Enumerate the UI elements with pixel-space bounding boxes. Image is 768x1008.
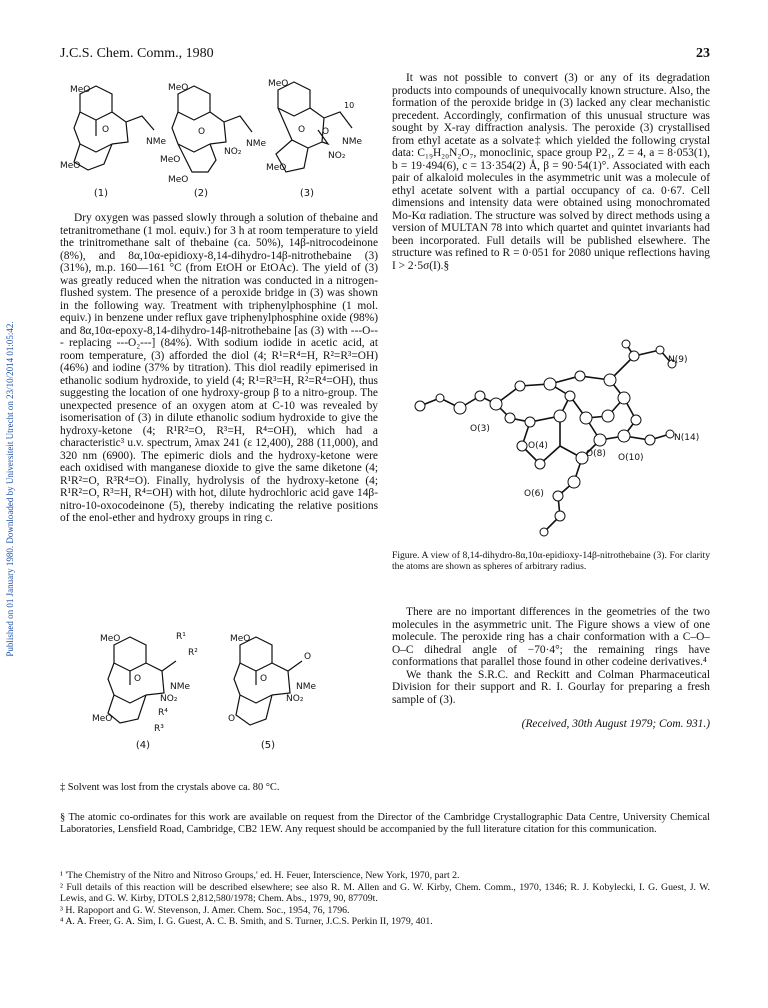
svg-text:MeO: MeO: [168, 83, 189, 93]
svg-text:NMe: NMe: [246, 139, 267, 149]
svg-text:O: O: [198, 127, 206, 137]
right-column-top: [392, 72, 710, 272]
svg-text:R³: R³: [154, 724, 164, 734]
watermark-text: Published on 01 January 1980. Downloaded by Universiteit Utrecht on 23/10/2014 01:05:42.: [5, 321, 15, 657]
structures-top: [60, 72, 370, 202]
svg-text:NMe: NMe: [146, 137, 167, 147]
svg-text:10: 10: [344, 101, 355, 110]
svg-text:R¹: R¹: [176, 632, 186, 642]
svg-text:MeO: MeO: [160, 155, 181, 165]
svg-text:NO₂: NO₂: [160, 694, 178, 704]
reference-1: ¹ 'The Chemistry of the Nitro and Nitroso Groups,' ed. H. Feuer, Interscience, New York, 1970, part 2.: [60, 870, 460, 881]
svg-text:MeO: MeO: [60, 161, 81, 171]
svg-text:O: O: [102, 125, 110, 135]
svg-text:NO₂: NO₂: [286, 694, 304, 704]
page-header: [60, 46, 710, 64]
svg-text:R²: R²: [188, 648, 198, 658]
svg-text:NO₂: NO₂: [224, 147, 242, 157]
atom-label-n14: N(14): [674, 433, 700, 443]
svg-text:R⁴: R⁴: [158, 708, 168, 718]
paragraph-acknowledgements: We thank the S.R.C. and Reckitt and Colman Pharmaceutical Division for their support and R. I. Gourlay for preparing a fresh sample of (3).: [392, 668, 710, 706]
atom-label-o10: O(10): [618, 453, 644, 463]
paragraph-xray: It was not possible to convert (3) or any of its degradation products into compounds of unequivocally known structure. Also, the formation of the peroxide bridge in (3) lacked any clear mechanistic precedent. Accordingly, confirmation of this unusual structure was sought by X-ray diffraction analysis. The peroxide (3) crystallised from ethyl acetate as a solvate‡ which yielded the following crystal data: C₁₉H₂₀N₂O₇, monoclinic, space group P2₁, Z = 4, a = 8·053(1), b = 19·494(6), c = 13·354(2) Å, β = 90·54(1)°. Associated with each pair of alkaloid molecules in the asymmetric unit was a molecule of ethyl acetate solvent with a partial occupancy of ca. 0·67. Cell dimensions and intensity data were obtained using monochromated Mo-Kα radiation. The structure was solved by direct methods using a version of MULTAN 78 into which quartet and quintet invariants had been incorporated. Full details will be published elsewhere. The structure was refined to R = 0·051 for 2080 unique reflections having I > 2·5σ(I).§: [392, 72, 710, 272]
reference-4: ⁴ A. A. Freer, G. A. Sim, I. G. Guest, A. C. B. Smith, and S. Turner, J.C.S. Perkin II, 1979, 401.: [60, 916, 433, 927]
download-watermark: [4, 210, 16, 770]
svg-text:NMe: NMe: [296, 682, 317, 692]
atom-label-o4: O(4): [528, 441, 548, 451]
references: [60, 870, 710, 928]
svg-text:MeO: MeO: [168, 175, 189, 185]
structure-1-label: (1): [93, 188, 109, 199]
svg-text:MeO: MeO: [266, 163, 287, 173]
structure-4-label: (4): [135, 740, 151, 751]
atom-label-o6: O(6): [524, 489, 544, 499]
svg-text:NMe: NMe: [170, 682, 191, 692]
crystal-structure-figure: [410, 336, 710, 546]
footnote-section: § The atomic co-ordinates for this work are available on request from the Director of the Cambridge Crystallographic Data Centre, University Chemical Laboratories, Lensfield Road, Cambridge, CB2 1EW. Any request should be accompanied by the full literature citation for this communication.: [60, 812, 710, 835]
reference-3: ³ H. Rapoport and G. W. Stevenson, J. Amer. Chem. Soc., 1954, 76, 1796.: [60, 904, 350, 916]
svg-text:MeO: MeO: [92, 714, 113, 724]
svg-text:O: O: [304, 652, 312, 662]
footnote-dagger: ‡ Solvent was lost from the crystals above ca. 80 °C.: [60, 782, 280, 793]
structure-3-label: (3): [299, 188, 315, 199]
right-column-bottom: [392, 606, 710, 731]
journal-title: J.C.S. Chem. Comm., 1980: [60, 46, 214, 61]
received-line: (Received, 30th August 1979; Com. 931.): [521, 718, 710, 730]
left-column-body: [60, 212, 378, 525]
svg-text:O: O: [260, 674, 268, 684]
svg-text:MeO: MeO: [230, 634, 251, 644]
reference-2: ² Full details of this reaction will be described elsewhere; see also R. M. Allen and G. W. Kirby, Chem. Comm., 1970, 1346; R. J. Kobylecki, I. G. Guest, J. W. Lewis, and G. W. Kirby, DTOLS 2,812,580/1978; Chem. Abs., 1979, 90, 87709t.: [60, 881, 710, 904]
atom-label-o8: O(8): [586, 449, 606, 459]
svg-text:O: O: [228, 714, 236, 724]
svg-text:MeO: MeO: [100, 634, 121, 644]
svg-text:MeO: MeO: [70, 85, 91, 95]
svg-text:O: O: [322, 127, 330, 137]
atom-label-n9: N(9): [668, 355, 688, 365]
structure-2-label: (2): [193, 188, 209, 199]
page-number: 23: [696, 46, 710, 61]
svg-text:O: O: [134, 674, 142, 684]
atom-label-o3: O(3): [470, 424, 490, 434]
structures-bottom: [90, 625, 340, 755]
svg-text:NO₂: NO₂: [328, 151, 346, 161]
figure-caption-text: Figure. A view of 8,14-dihydro-8α,10α-epidioxy-14β-nitrothebaine (3). For clarity the atoms are shown as spheres of arbitrary radius.: [392, 550, 710, 572]
paragraph-synthesis: Dry oxygen was passed slowly through a solution of thebaine and tetranitromethane (1 mol. equiv.) for 3 h at room temperature to yield the trinitromethane salt of thebaine (ca. 50%), 14β-nitrocodeinone (8%), and 8α,10α-epidioxy-8,14-dihydro-14β-nitrothebaine (3) (31%), m.p. 160—161 °C (from EtOH or EtOAc). The yield of (3) was greatly reduced when the nitration was conducted in a nitrogen-flushed system. The presence of a peroxide bridge in (3) was shown in the following way. Treatment with triphenylphosphine (1 mol. equiv.) in benzene under reflux gave triphenylphosphine oxide (98%) and 8α,10α-epoxy-8,14-dihydro-14β-nitrothebaine [as (3) with ---O--- replacing ---O₂---] (84%). With sodium iodide in acetic acid, at room temperature, (3) afforded the diol (4; R¹=R⁴=H, R²=R³=OH) (46%) and iodine (37% by titration). This diol readily epimerised in ethanolic sodium hydroxide, to yield (4; R¹=R³=H, R²=R⁴=OH), thus suggesting the location of one hydroxy-group β to a nitro-group. The unexpected presence of an oxygen atom at C-10 was revealed by isomerisation of (3) in dilute ethanolic sodium hydroxide to give the hydroxy-ketone (4; R¹R²=O, R³=H, R⁴=OH), which had a characteristic³ u.v. spectrum, λmax 241 (ε 12,400), 288 (11,000), and 320 nm (6900). The epimeric diols and the hydroxy-ketone were each oxidised with manganese dioxide to give the same diketone (4; R¹R²=O, R³R⁴=O). Finally, hydrolysis of the hydroxy-ketone (4; R¹R²=O, R³=H, R⁴=OH) with hot, dilute hydrochloric acid gave 14β-nitro-10-oxocodeinone (5), thereby indicating the relative positions of the enol-ether and hydroxy groups in ring c.: [60, 212, 378, 524]
structure-5-label: (5): [260, 740, 276, 751]
svg-text:MeO: MeO: [268, 79, 289, 89]
figure-caption: [392, 550, 710, 572]
svg-text:NMe: NMe: [342, 137, 363, 147]
svg-text:O: O: [298, 125, 306, 135]
paragraph-geometry: There are no important differences in the geometries of the two molecules in the asymmetric unit. The Figure shows a view of one molecule. The peroxide ring has a chair conformation with a C–O–O–C dihedral angle of −70·4°; the remaining rings have conformations that parallel those found in other codeine derivatives.⁴: [392, 606, 710, 668]
